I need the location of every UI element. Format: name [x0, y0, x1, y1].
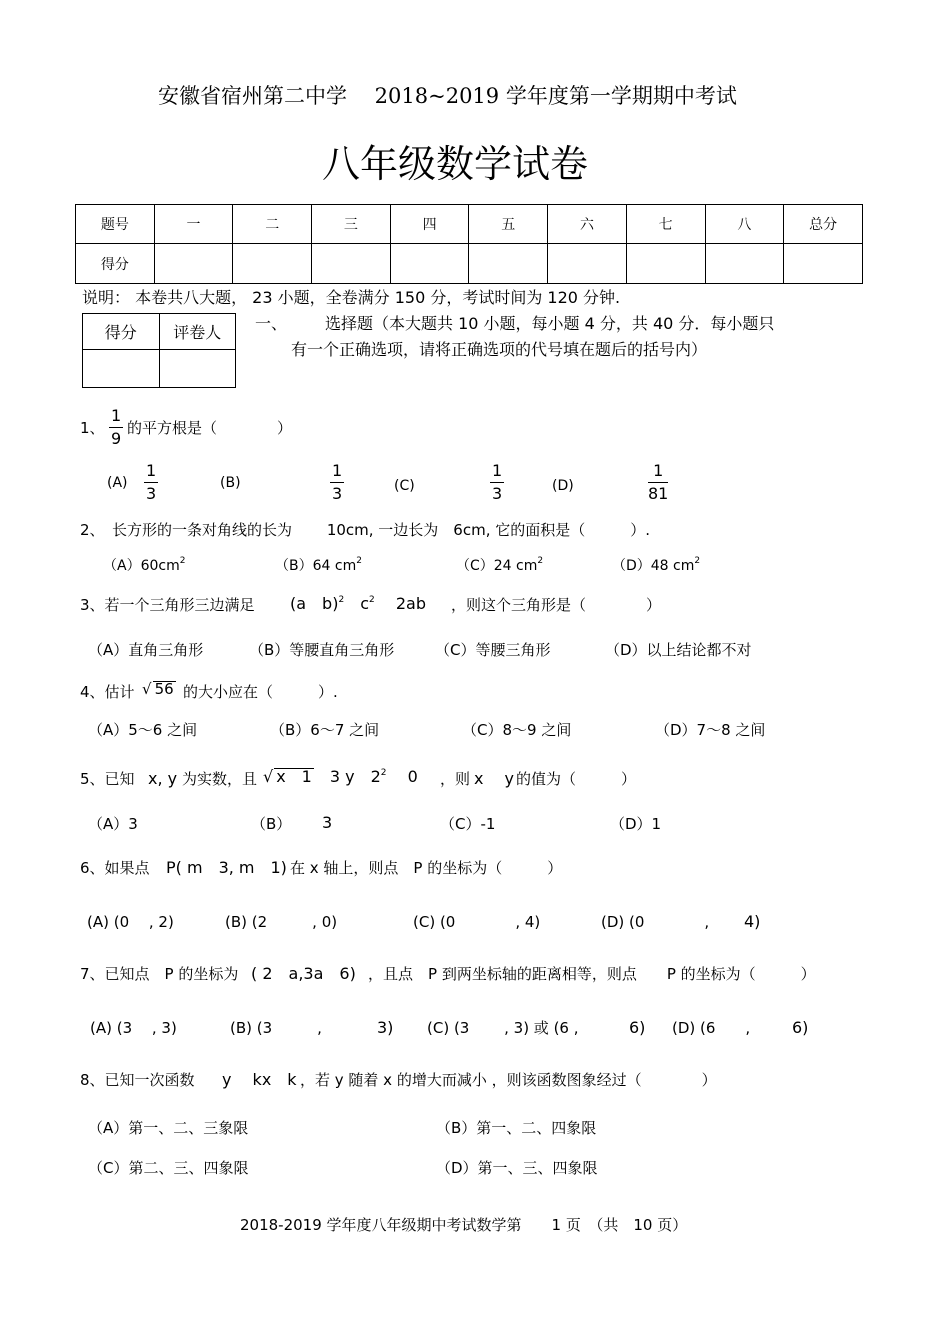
q4-tail: 的大小应在（ ）.	[183, 683, 338, 701]
q7-option-b: (B) (3 ,	[230, 1019, 322, 1037]
q8-tail: ，若 y 随着 x 的增大而减小 ，则该函数图象经过（ ）	[300, 1071, 717, 1089]
q6-option-c: (C) (0 , 4)	[413, 913, 541, 931]
q8-lead: 8、已知一次函数	[80, 1071, 195, 1089]
score-cell	[233, 244, 312, 284]
q5-xy: x y	[474, 769, 515, 788]
score-cell	[548, 244, 627, 284]
section-title-line1: 选择题（本大题共 10 小题，每小题 4 分，共 40 分．每小题只	[325, 314, 775, 333]
q6-lead: 6、如果点	[80, 859, 150, 877]
q7-option-d-end: 6)	[792, 1018, 809, 1037]
grader-score-cell	[83, 350, 160, 388]
q5-tail2: 的值为（ ）	[516, 770, 637, 788]
q2-option-c: （C）24 $cm^2$	[456, 556, 544, 574]
q8-option-d: （D）第一、三、四象限	[436, 1159, 598, 1177]
page-footer: 2018-2019 学年度八年级期中考试数学第 1 页 （共 10 页）	[240, 1216, 688, 1234]
score-cell	[705, 244, 784, 284]
q8-option-b: （B）第一、二、四象限	[436, 1119, 597, 1137]
q5-equation: √ x 1 3 y $2^2$ 0	[263, 767, 418, 786]
grader-score-label: 得分	[83, 314, 160, 350]
q1-number: 1、	[80, 419, 105, 437]
col-header: 六	[548, 205, 627, 244]
q3-option-c: （C）等腰三角形	[435, 641, 551, 659]
q4-option-a: （A）5～6 之间	[88, 721, 198, 739]
q3-lead: 3、若一个三角形三边满足	[80, 596, 255, 614]
score-cell	[626, 244, 705, 284]
q5-mid: 为实数，且	[182, 770, 258, 788]
q1-text: 的平方根是（ ）	[127, 419, 293, 437]
q4-sqrt: √ 56	[142, 680, 174, 698]
q3-option-b: （B）等腰直角三角形	[249, 641, 395, 659]
q5-option-b-label: （B）	[251, 815, 292, 833]
col-header: 五	[469, 205, 548, 244]
col-header: 七	[626, 205, 705, 244]
grader-name-cell	[159, 350, 236, 388]
col-header: 一	[154, 205, 233, 244]
q4-option-d: （D）7～8 之间	[655, 721, 766, 739]
score-cell	[469, 244, 548, 284]
row-label-question-number: 题号	[76, 205, 155, 244]
q4-option-b: （B）6～7 之间	[270, 721, 380, 739]
score-table-score-row	[76, 244, 863, 284]
q5-option-d: （D）1	[610, 815, 662, 833]
col-header: 四	[390, 205, 469, 244]
q8-function: y kx k	[222, 1070, 297, 1089]
q7-option-c: (C) (3 , 3) 或 (6 ,	[427, 1019, 579, 1037]
q2-option-a: $(A)60cm^2$	[103, 556, 186, 574]
q1-option-b-fraction: 1 3	[332, 461, 343, 503]
q6-tail: 在 x 轴上，则点 P 的坐标为（ ）	[290, 859, 563, 877]
q1-fraction: 1 9	[111, 406, 122, 448]
score-cell	[390, 244, 469, 284]
q6-point: P( m 3, m 1)	[166, 858, 287, 877]
score-table	[75, 204, 863, 284]
q4-option-c: （C）8～9 之间	[462, 721, 572, 739]
q3-option-d: （D）以上结论都不对	[605, 641, 752, 659]
q1-option-a-label: (A)	[107, 475, 128, 491]
col-header-total: 总分	[784, 205, 863, 244]
q5-tail1: ，则	[440, 770, 471, 788]
q8-option-a: （A）第一、二、三象限	[88, 1119, 249, 1137]
q7-point: ( 2 a,3a 6)	[251, 964, 356, 983]
q6-option-b: (B) (2 , 0)	[225, 913, 338, 931]
q7-option-d: (D) (6 ,	[672, 1019, 751, 1037]
q7-option-a: (A) (3 , 3)	[90, 1019, 177, 1037]
q1-option-a-fraction: 1 3	[146, 461, 157, 503]
q1-option-d-fraction: 1 81	[648, 461, 669, 503]
row-label-score: 得分	[76, 244, 155, 284]
score-cell	[154, 244, 233, 284]
q2-text: 2、 长方形的一条对角线的长为 10cm, 一边长为 6cm, 它的面积是（ ）.	[80, 521, 651, 539]
q5-option-b-value: 3	[322, 813, 333, 832]
score-cell	[312, 244, 391, 284]
q1-option-c-fraction: 1 3	[492, 461, 503, 503]
q1-option-d-label: (D)	[552, 478, 574, 494]
exam-instructions: 说明： 本卷共八大题， 23 小题，全卷满分 150 分，考试时间为 120 分钟.	[82, 288, 621, 307]
q5-vars: x, y	[148, 769, 178, 788]
col-header: 八	[705, 205, 784, 244]
q6-option-d: (D) (0 ,	[601, 913, 710, 931]
q6-option-d-end: 4)	[744, 912, 761, 931]
grader-name-label: 评卷人	[159, 314, 236, 350]
q1-option-c-label: (C)	[394, 478, 415, 494]
q4-lead: 4、估计	[80, 683, 135, 701]
q7-tail: ，且点 P 到两坐标轴的距离相等，则点 P 的坐标为（ ）	[368, 965, 816, 983]
score-cell-total	[784, 244, 863, 284]
score-table-header-row	[76, 205, 863, 244]
q3-tail: ，则这个三角形是（ ）	[451, 596, 662, 614]
q7-option-c-end: 6)	[629, 1018, 646, 1037]
q8-option-c: （C）第二、三、四象限	[88, 1159, 249, 1177]
q1-option-b-label: (B)	[220, 475, 241, 491]
q7-lead: 7、已知点 P 的坐标为	[80, 965, 239, 983]
col-header: 三	[312, 205, 391, 244]
q5-lead: 5、已知	[80, 770, 135, 788]
page-title: 八年级数学试卷	[322, 142, 589, 186]
q2-option-d: （D）48 $cm^2$	[612, 556, 701, 574]
q5-option-a: （A）3	[88, 815, 138, 833]
q7-option-b-end: 3)	[377, 1018, 394, 1037]
q3-option-a: （A）直角三角形	[88, 641, 204, 659]
q5-option-c: （C）-1	[440, 815, 496, 833]
section-number: 一、	[255, 314, 288, 333]
q2-option-b: （B）64 $cm^2$	[275, 556, 362, 574]
grader-box	[82, 313, 236, 388]
section-title-line2: 有一个正确选项，请将正确选项的代号填在题后的括号内）	[291, 340, 708, 359]
q3-equation: (a b)$^2$ $c^2$ 2ab	[290, 594, 426, 613]
q6-option-a: (A) (0 , 2)	[87, 913, 174, 931]
school-exam-heading: 安徽省宿州第二中学 2018~2019 学年度第一学期期中考试	[158, 84, 737, 108]
col-header: 二	[233, 205, 312, 244]
